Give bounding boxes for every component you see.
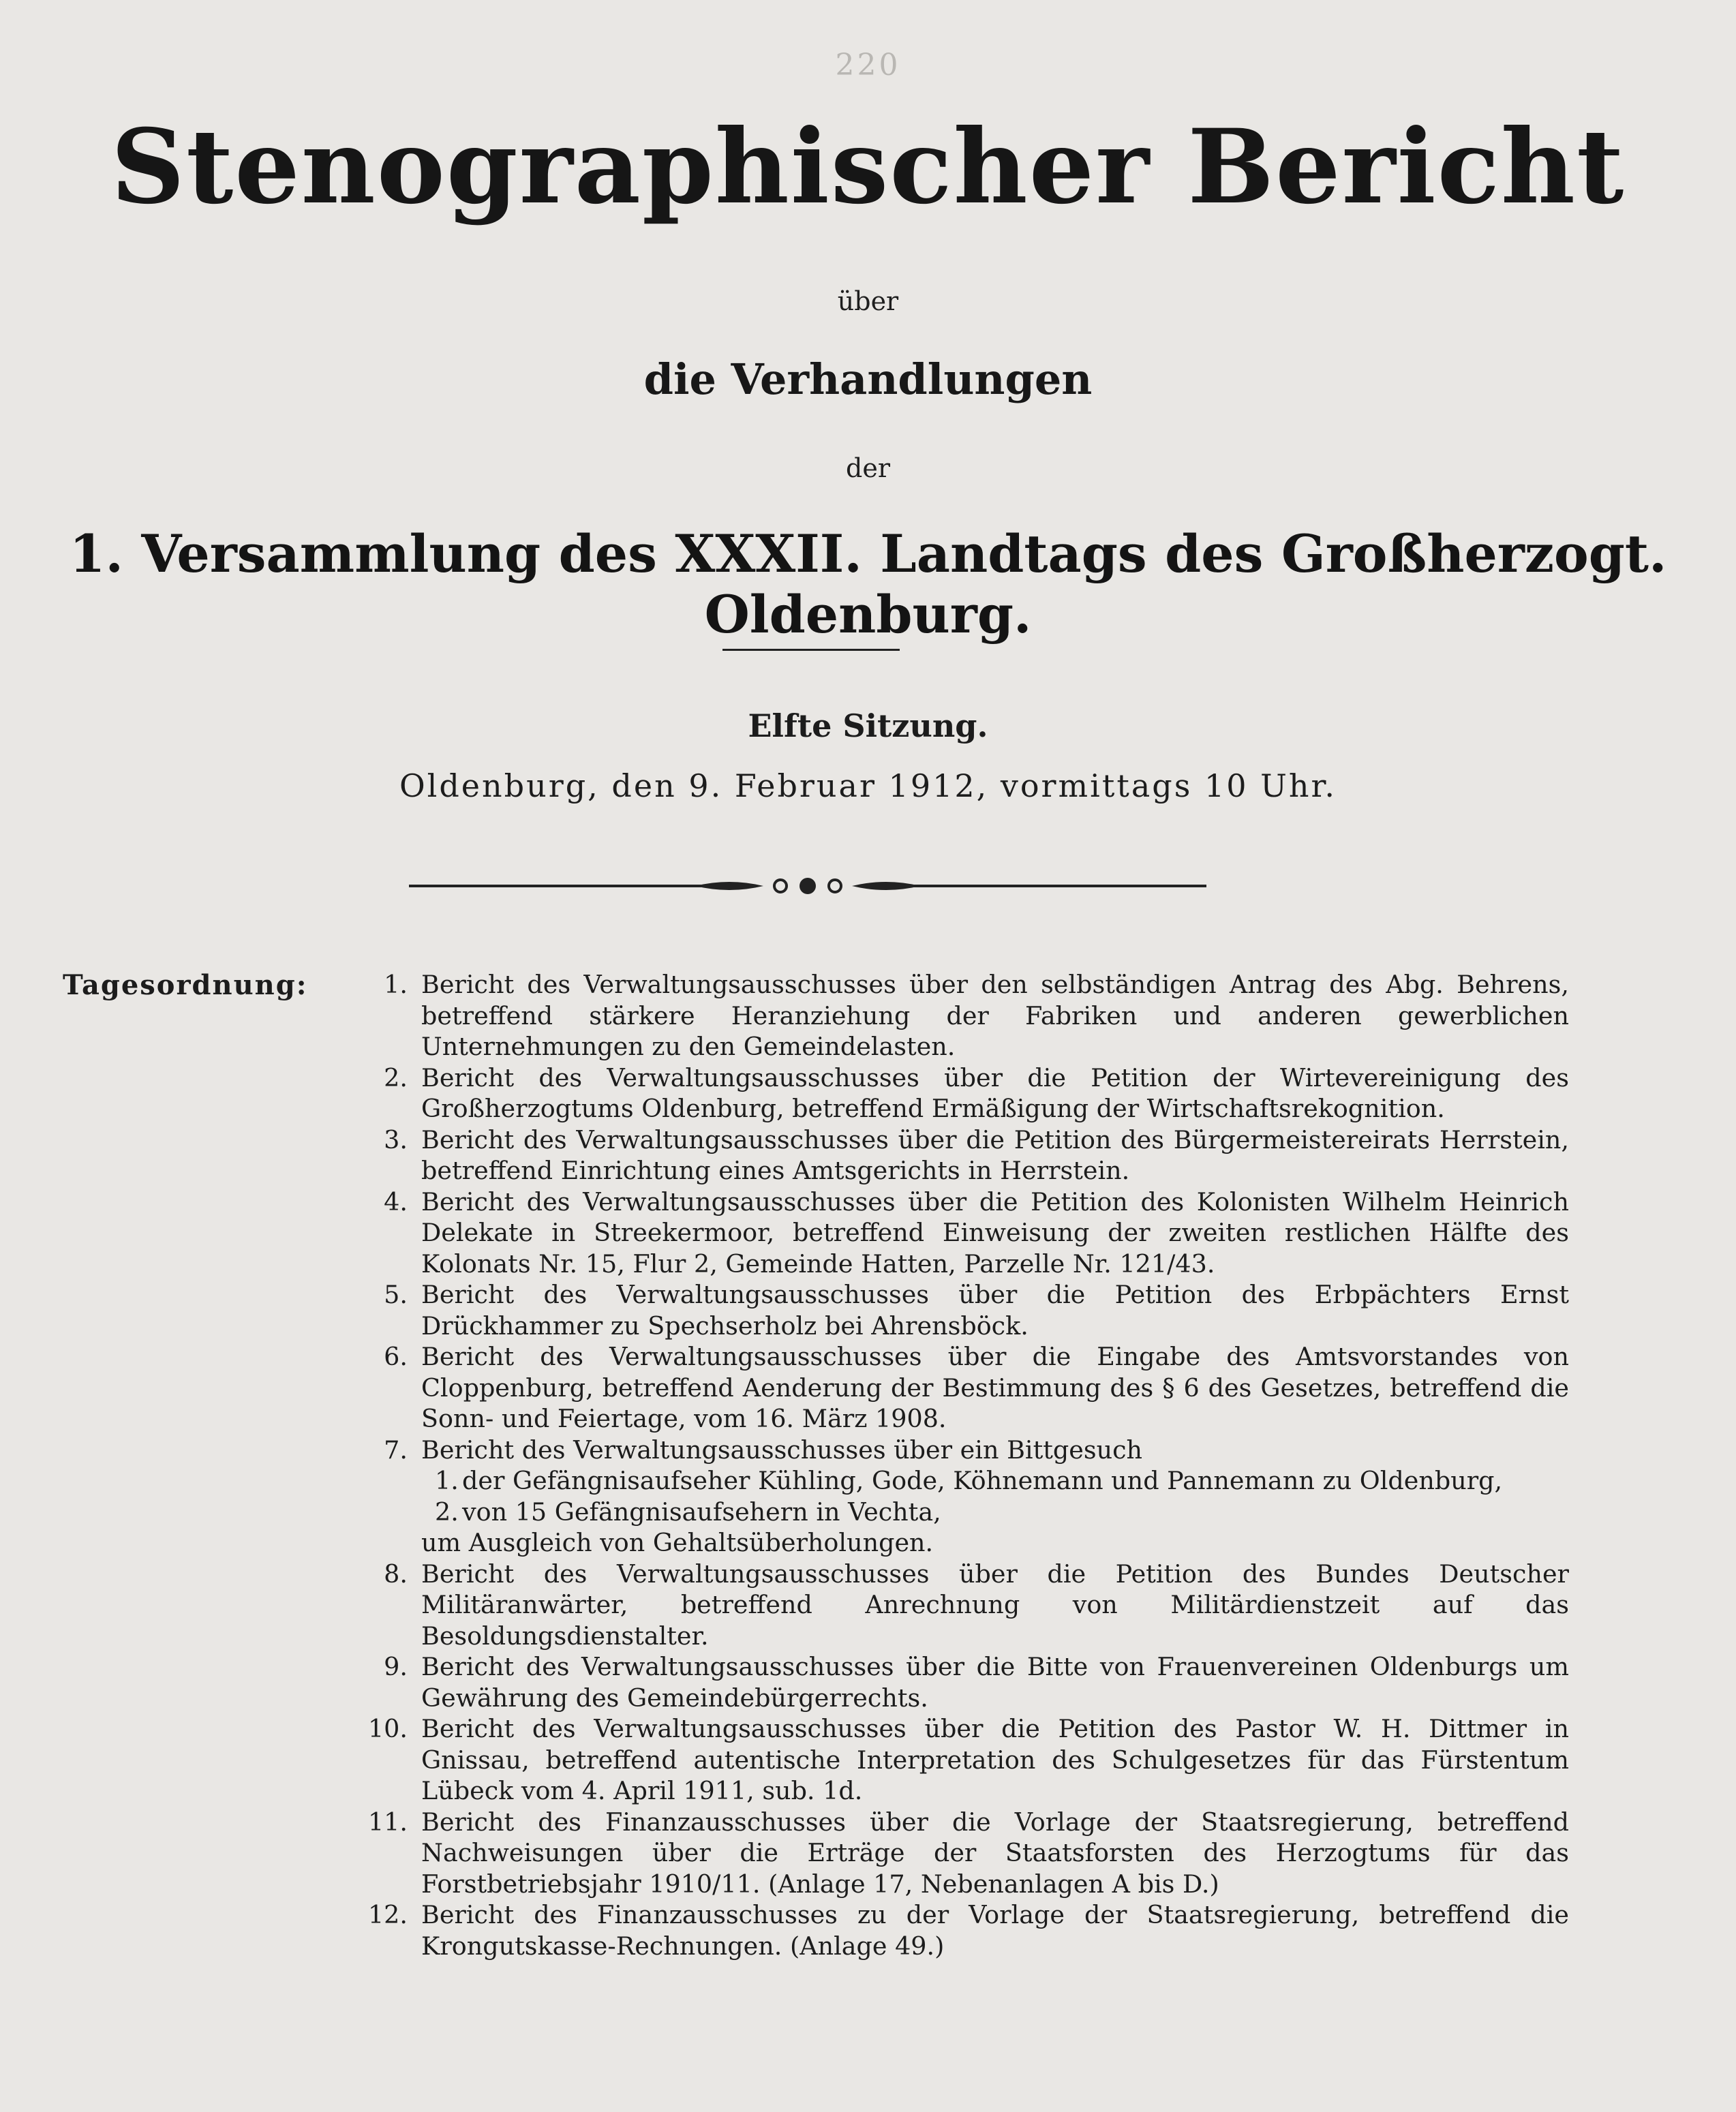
agenda-item-text: Bericht des Verwaltungsausschusses über die Petition des Pastor W. H. Dittmer in Gnissau, betreffend autentische Interpretation des Schulgesetzes für das Fürstentum Lübeck vom 4. April 1911, sub. 1d. <box>421 1714 1569 1805</box>
agenda-item <box>356 1062 1569 1124</box>
agenda-item <box>356 1279 1569 1341</box>
agenda-item <box>356 1807 1569 1900</box>
agenda-item-number: 11. <box>367 1807 408 1837</box>
line-der: der <box>846 453 890 483</box>
agenda-item <box>356 1651 1569 1713</box>
agenda-sub-item <box>421 1465 1569 1497</box>
agenda-sub-item-text: von 15 Gefängnisaufsehern in Vechta, <box>462 1497 941 1527</box>
dateline: Oldenburg, den 9. Februar 1912, vormittags 10 Uhr. <box>399 767 1337 804</box>
agenda-item-number: 12. <box>367 1900 408 1929</box>
agenda-item-text: Bericht des Finanzausschusses zu der Vorlage der Staatsregierung, betreffend die Krongutskasse-Rechnungen. (Anlage 49.) <box>421 1900 1569 1961</box>
agenda-item-text: Bericht des Verwaltungsausschusses über die Petition des Bürgermeistereirats Herrstein, betreffend Einrichtung eines Amtsgerichts in Herrstein. <box>421 1124 1569 1185</box>
agenda-item-text: Bericht des Verwaltungsausschusses über die Petition des Erbpächters Ernst Drückhammer zu Spechserholz bei Ahrensböck. <box>421 1280 1569 1341</box>
agenda-item-number: 6. <box>384 1342 408 1371</box>
agenda-item <box>356 1341 1569 1435</box>
agenda-item-text: Bericht des Verwaltungsausschusses über die Bitte von Frauenvereinen Oldenburgs um Gewährung des Gemeindebürgerrechts. <box>421 1652 1569 1713</box>
agenda-item-number: 5. <box>384 1280 408 1309</box>
agenda-item-text: Bericht des Verwaltungsausschusses über ein Bittgesuch <box>421 1435 1143 1465</box>
agenda-item <box>356 1187 1569 1280</box>
agenda-sub-list <box>421 1465 1569 1527</box>
agenda-item <box>356 1713 1569 1807</box>
agenda-sub-item <box>421 1497 1569 1528</box>
agenda-item <box>356 969 1569 1062</box>
agenda-item-text: Bericht des Verwaltungsausschusses über die Eingabe des Amtsvorstandes von Cloppenburg, betreffend Aenderung der Bestimmung des § 6 des Gesetzes, betreffend die Sonn- und Feiertage, vom 16. März 1908. <box>421 1342 1569 1433</box>
agenda-item-text: Bericht des Verwaltungsausschusses über die Petition des Bundes Deutscher Militäranwärter, betreffend Anrechnung von Militärdienstzeit auf das Besoldungsdienstalter. <box>421 1559 1569 1651</box>
agenda-item-number: 7. <box>384 1435 408 1465</box>
ornament-divider <box>409 872 1206 900</box>
agenda-item-text: Bericht des Verwaltungsausschusses über den selbständigen Antrag des Abg. Behrens, betreffend stärkere Heranziehung der Fabriken und anderen gewerblichen Unternehmungen zu den Gemeindelasten. <box>421 970 1569 1061</box>
agenda-sub-item-text: der Gefängnisaufseher Kühling, Gode, Köhnemann und Pannemann zu Oldenburg, <box>462 1466 1503 1495</box>
line-ueber: über <box>837 286 899 316</box>
agenda-sub-item-number: 2. <box>435 1497 459 1527</box>
agenda-item-number: 1. <box>384 970 408 999</box>
agenda-item <box>356 1124 1569 1187</box>
agenda-item-number: 3. <box>384 1124 408 1154</box>
assembly-heading: 1. Versammlung des XXXII. Landtags des Großherzogt. Oldenburg. <box>69 523 1667 645</box>
divider-rule <box>722 649 900 651</box>
agenda-item <box>356 1435 1569 1559</box>
agenda-list <box>356 969 1569 1961</box>
agenda-item-number: 9. <box>384 1652 408 1681</box>
session-heading: Elfte Sitzung. <box>748 707 988 744</box>
agenda-item-text: Bericht des Verwaltungsausschusses über die Petition der Wirtevereinigung des Großherzogtums Oldenburg, betreffend Ermäßigung der Wirtschaftsrekognition. <box>421 1062 1569 1123</box>
agenda-item-number: 8. <box>384 1559 408 1589</box>
agenda-item-tail: um Ausgleich von Gehaltsüberholungen. <box>421 1528 934 1557</box>
agenda-item-number: 10. <box>367 1714 408 1743</box>
agenda-sub-item-number: 1. <box>435 1466 459 1495</box>
page-number: 220 <box>835 48 901 82</box>
report-title: Stenographischer Bericht <box>110 107 1626 227</box>
agenda-item-number: 4. <box>384 1187 408 1216</box>
agenda-item <box>356 1559 1569 1652</box>
agenda-item-text: Bericht des Finanzausschusses über die Vorlage der Staatsregierung, betreffend Nachweisungen über die Erträge der Staatsforsten des Herzogtums für das Forstbetriebsjahr 1910/11. (Anlage 17, Nebenanlagen A bis D.) <box>421 1807 1569 1899</box>
agenda-label: Tagesordnung: <box>63 969 308 1001</box>
line-verhandlungen: die Verhandlungen <box>643 354 1093 404</box>
agenda-item-text: Bericht des Verwaltungsausschusses über die Petition des Kolonisten Wilhelm Heinrich Delekate in Streekermoor, betreffend Einweisung der zweiten restlichen Hälfte des Kolonats Nr. 15, Flur 2, Gemeinde Hatten, Parzelle Nr. 121/43. <box>421 1187 1569 1279</box>
agenda-item <box>356 1899 1569 1961</box>
agenda-item-number: 2. <box>384 1062 408 1092</box>
